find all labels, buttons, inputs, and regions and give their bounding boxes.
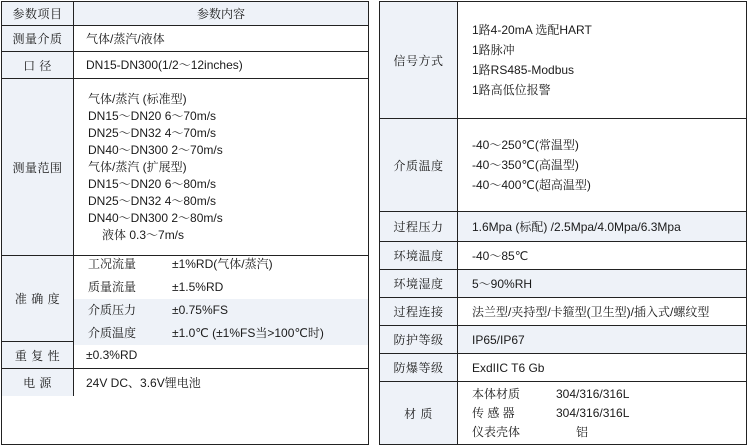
accuracy-item: 介质压力 ±0.75%FS bbox=[74, 299, 368, 322]
row-label-repeatability: 重 复 性 bbox=[2, 342, 74, 368]
table-row-material bbox=[380, 382, 746, 444]
table-row-ambient-humidity bbox=[380, 270, 746, 298]
row-label-medium: 测量介质 bbox=[2, 26, 74, 51]
material-item: 传 感 器 304/316/316L bbox=[472, 405, 630, 420]
header-col-parameter-content: 参数内容 bbox=[74, 2, 368, 25]
material-item: 仪表壳体 铝 bbox=[472, 424, 589, 439]
row-label-process-connection: 过程连接 bbox=[380, 298, 458, 325]
table-row-medium bbox=[2, 26, 368, 52]
row-label-ambient-temperature: 环境温度 bbox=[380, 242, 458, 269]
row-value-explosion-proof-class: ExdIIC T6 Gb bbox=[472, 360, 545, 375]
row-label-medium-temperature: 介质温度 bbox=[380, 119, 458, 211]
row-value-ambient-humidity: 5～90%RH bbox=[458, 270, 746, 297]
row-value-protection-class: IP65/IP67 bbox=[458, 326, 746, 353]
row-label-protection-class: 防护等级 bbox=[380, 326, 458, 353]
row-label-signal-output: 信号方式 bbox=[380, 2, 458, 118]
material-item: 本体材质 304/316/316L bbox=[472, 386, 630, 401]
row-label-ambient-humidity: 环境湿度 bbox=[380, 270, 458, 297]
table-header-row bbox=[2, 2, 368, 26]
row-value-power: 24V DC、3.6V锂电池 bbox=[86, 375, 201, 390]
row-value-process-connection: 法兰型/夹持型/卡箍型(卫生型)/插入式/螺纹型 bbox=[472, 304, 710, 319]
table-row-process-connection bbox=[380, 298, 746, 326]
table-row-ambient-temperature bbox=[380, 242, 746, 270]
right-parameter-table bbox=[379, 1, 747, 445]
row-label-explosion-proof-class: 防爆等级 bbox=[380, 354, 458, 381]
table-row-diameter bbox=[2, 52, 368, 79]
row-value-material bbox=[458, 382, 746, 444]
row-label-diameter: 口 径 bbox=[2, 52, 74, 78]
table-row-power bbox=[2, 369, 368, 396]
header-col-parameter-item: 参数项目 bbox=[2, 2, 74, 25]
accuracy-item: 质量流量 ±1.5%RD bbox=[88, 279, 224, 294]
row-label-process-pressure: 过程压力 bbox=[380, 212, 458, 241]
row-value-measuring-range: 气体/蒸汽 (标准型) DN15～DN20 6～70m/s DN25～DN32 4～70m/s DN40～DN300 2～70m/s 气体/蒸汽 (扩展型) DN15～DN20 6～80m/s DN25～DN32 4～80m/s DN40～DN300 2～80m/s 液体 0.3～7m/s bbox=[88, 91, 223, 242]
accuracy-item: 工况流量 ±1%RD(气体/蒸汽) bbox=[88, 256, 273, 271]
table-row-measuring-range bbox=[2, 79, 368, 256]
row-value-signal-output: 1路4-20mA 选配HART 1路脉冲 1路RS485-Modbus 1路高低位报警 bbox=[472, 23, 592, 97]
row-label-power: 电 源 bbox=[2, 369, 74, 396]
row-label-material: 材 质 bbox=[380, 382, 458, 444]
table-row-signal-output bbox=[380, 2, 746, 119]
row-value-medium-temperature: -40～250℃(常温型) -40～350℃(高温型) -40～400℃(超高温型) bbox=[472, 138, 591, 192]
table-row-accuracy bbox=[2, 256, 368, 342]
left-parameter-table bbox=[1, 1, 369, 445]
row-value-repeatability: ±0.3%RD bbox=[86, 348, 138, 362]
row-label-accuracy: 准 确 度 bbox=[2, 256, 74, 341]
row-value-medium: 气体/蒸汽/液体 bbox=[86, 31, 165, 46]
row-label-measuring-range: 测量范围 bbox=[2, 79, 74, 255]
table-row-explosion-proof-class bbox=[380, 354, 746, 382]
table-row-protection-class bbox=[380, 326, 746, 354]
row-value-ambient-temperature: -40～85℃ bbox=[472, 248, 529, 263]
table-row-repeatability bbox=[2, 342, 368, 369]
accuracy-item: 介质温度 ±1.0℃ (±1%FS当>100℃时) bbox=[74, 322, 368, 345]
row-value-process-pressure: 1.6Mpa (标配) /2.5Mpa/4.0Mpa/6.3Mpa bbox=[458, 212, 746, 241]
table-row-medium-temperature bbox=[380, 119, 746, 212]
row-value-accuracy bbox=[74, 256, 368, 341]
table-row-process-pressure bbox=[380, 212, 746, 242]
row-value-diameter: DN15-DN300(1/2～12inches) bbox=[86, 58, 243, 72]
